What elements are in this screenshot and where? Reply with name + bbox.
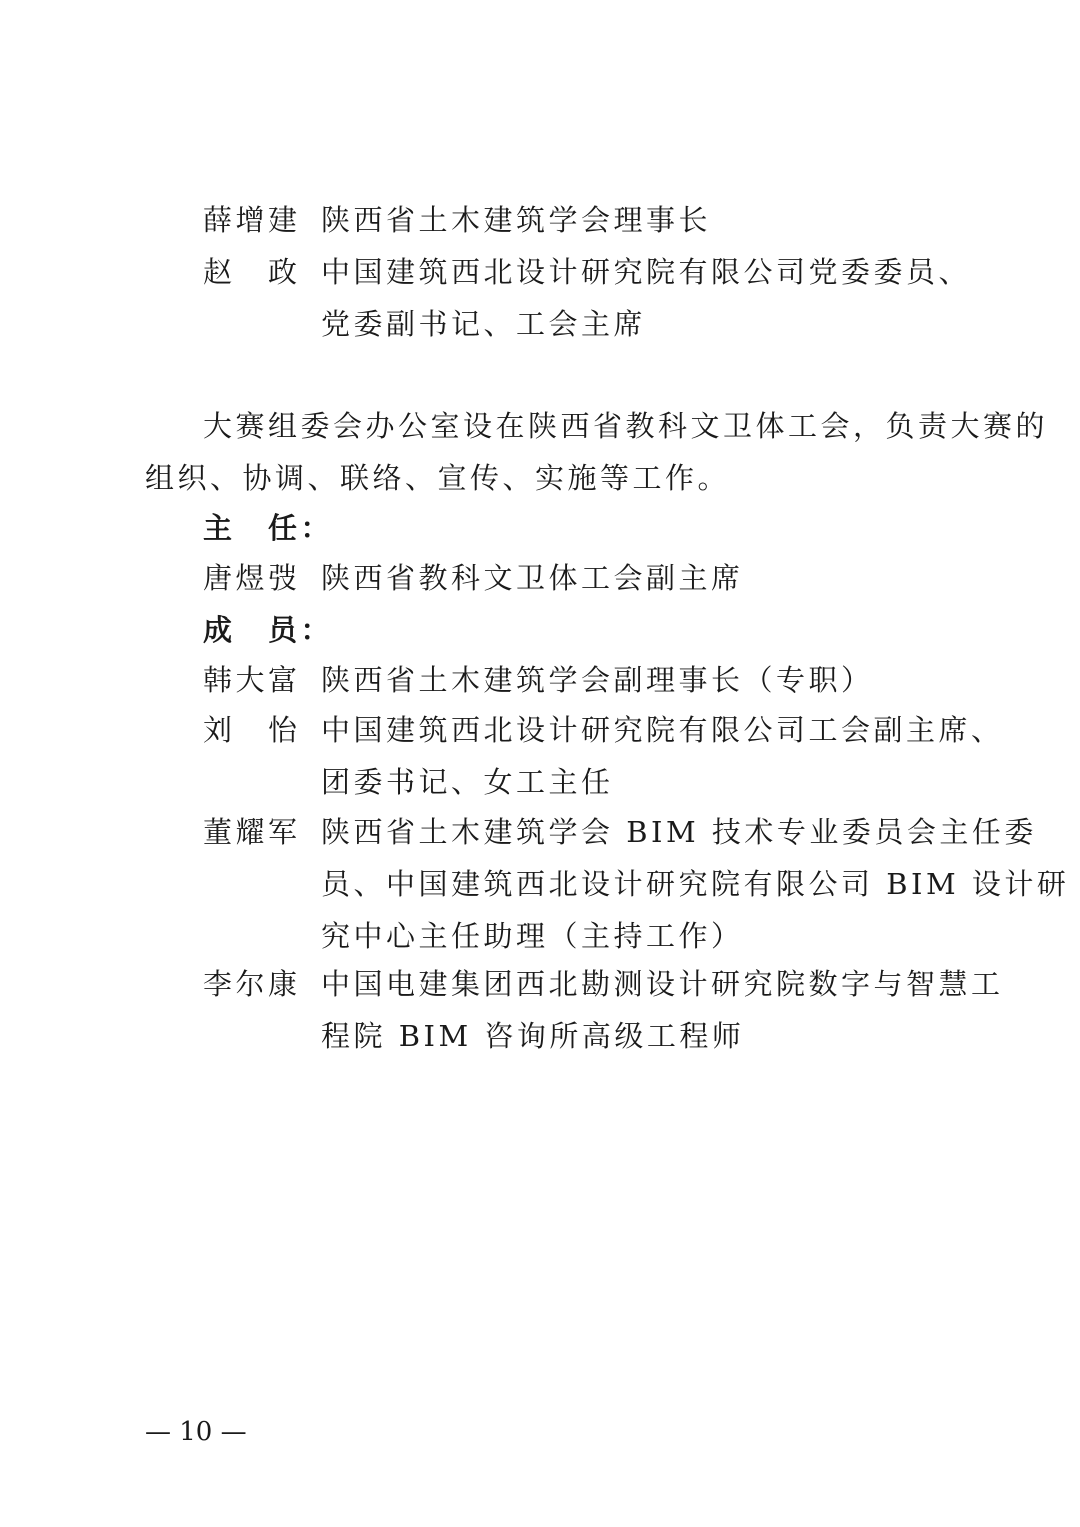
person-title-line: 程院 BIM 咨询所高级工程师 [321, 1019, 745, 1053]
person-title-line: 陕西省教科文卫体工会副主席 [321, 561, 744, 595]
person-title-line: 中国电建集团西北勘测设计研究院数字与智慧工 [321, 967, 1004, 1001]
person-title-line: 中国建筑西北设计研究院有限公司工会副主席、 [321, 713, 1004, 747]
person-title-line: 团委书记、女工主任 [321, 765, 614, 799]
person-title-line: 陕西省土木建筑学会副理事长（专职） [321, 663, 874, 697]
director-heading: 主 任： [203, 511, 334, 545]
person-title-line: 中国建筑西北设计研究院有限公司党委委员、 [321, 255, 972, 289]
person-name: 薛增建 [203, 203, 301, 237]
person-title-line: 陕西省土木建筑学会理事长 [321, 203, 712, 237]
person-name: 李尔康 [203, 967, 301, 1001]
person-title [321, 704, 1004, 808]
members-heading: 成 员： [203, 613, 334, 647]
office-paragraph [145, 400, 1049, 504]
paragraph-line: 大赛组委会办公室设在陕西省教科文卫体工会，负责大赛的 [203, 409, 1049, 443]
person-title-line: 究中心主任助理（主持工作） [321, 919, 744, 953]
person-title-line: 员、中国建筑西北设计研究院有限公司 BIM 设计研 [321, 867, 1070, 901]
person-name: 唐煜弢 [203, 561, 301, 595]
person-name: 韩大富 [203, 663, 301, 697]
person-title-line: 陕西省土木建筑学会 BIM 技术专业委员会主任委 [321, 815, 1037, 849]
person-title [321, 958, 1004, 1062]
person-name: 董耀军 [203, 815, 301, 849]
paragraph-line: 组织、协调、联络、宣传、实施等工作。 [145, 461, 731, 495]
person-name: 赵 政 [203, 255, 301, 289]
person-title [321, 246, 972, 350]
person-title [321, 806, 1070, 962]
person-title [321, 194, 961, 246]
person-title-line: 党委副书记、工会主席 [321, 307, 647, 341]
person-name: 刘 怡 [203, 713, 301, 747]
person-title [321, 552, 961, 604]
person-title [321, 654, 961, 706]
page-number: — 10 — [145, 1417, 247, 1447]
